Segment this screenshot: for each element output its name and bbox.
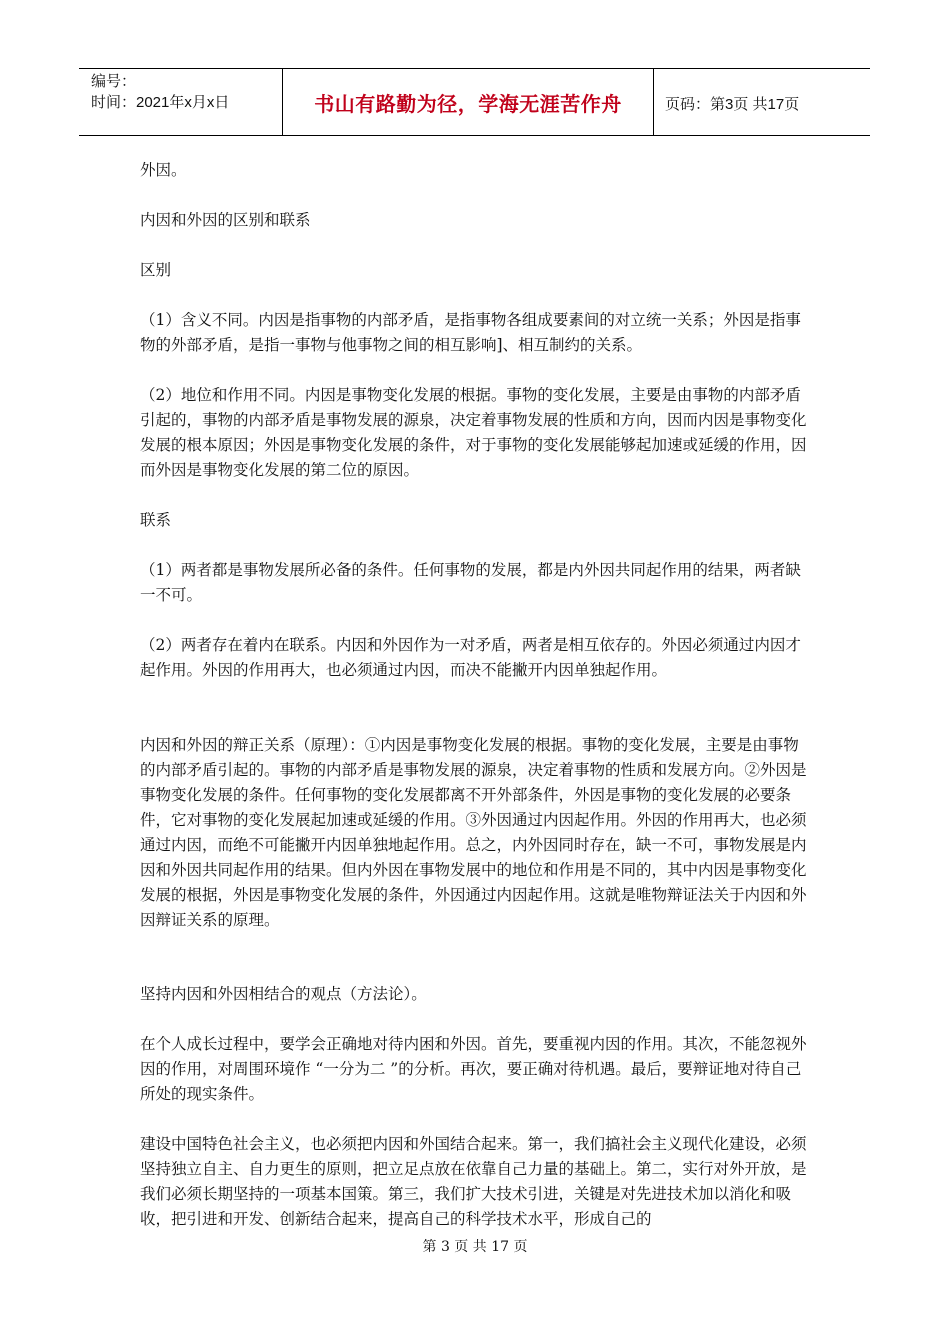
document-number-label: 编号：: [91, 73, 137, 90]
paragraph: （2）两者存在着内在联系。内因和外因作为一对矛盾，两者是相互依存的。外因必须通过内因才起作用。外因的作用再大，也必须通过内因，而决不能撇开内因单独起作用。: [140, 636, 801, 679]
paragraph: （2）地位和作用不同。内因是事物变化发展的根据。事物的变化发展，主要是由事物的内部矛盾引起的，事物的内部矛盾是事物发展的源泉，决定着事物发展的性质和方向，因而内因是事物变化发展的根本原因；外因是事物变化发展的条件，对于事物的变化发展能够起加速或延缓的作用，因而外因是事物变化发展的第二位的原因。: [140, 386, 807, 479]
page-header: [79, 68, 870, 136]
header-page-info: 页码：第3页 共17页: [665, 95, 800, 113]
header-meta: [91, 71, 291, 113]
section-heading: 坚持内因和外因相结合的观点（方法论）。: [140, 985, 427, 1003]
header-motto-cell: [282, 68, 654, 136]
paragraph: 在个人成长过程中，要学会正确地对待内困和外因。首先，要重视内因的作用。其次，不能忽视外因的作用，对周围环境作 “一分为二 ”的分析。再次，要正确对待机遇。最后，要辩证地对待自己所处的现实条件。: [140, 1035, 807, 1103]
section-heading: 联系: [140, 511, 172, 529]
paragraph: （1）两者都是事物发展所必备的条件。任何事物的发展，都是内外因共同起作用的结果，两者缺一不可。: [140, 561, 801, 604]
section-heading: 内因和外因的区别和联系: [140, 211, 311, 229]
paragraph: （1）含义不同。内因是指事物的内部矛盾，是指事物各组成要素间的对立统一关系；外因是指事物的外部矛盾，是指一事物与他事物之间的相互影响]、相互制约的关系。: [140, 311, 801, 354]
paragraph: 内因和外因的辩正关系（原理）：①内因是事物变化发展的根据。事物的变化发展，主要是由事物的内部矛盾引起的。事物的内部矛盾是事物发展的源泉，决定着事物的性质和发展方向。②外因是事物变化发展的条件。任何事物的变化发展都离不开外部条件，外因是事物的变化发展的必要条件，它对事物的变化发展起加速或延缓的作用。③外因通过内因起作用。外因的作用再大，也必须通过内因，而绝不可能撇开内因单独地起作用。总之，内外因同时存在，缺一不可，事物发展是内因和外因共同起作用的结果。但内外因在事物发展中的地位和作用是不同的，其中内因是事物变化发展的根据，外因是事物变化发展的条件，外因通过内因起作用。这就是唯物辩证法关于内因和外因辩证关系的原理。: [140, 736, 807, 929]
section-heading: 区别: [140, 261, 172, 279]
paragraph: 外因。: [140, 161, 187, 179]
page-footer: 第 3 页 共 17 页: [422, 1239, 528, 1255]
document-date-label: 时间：2021年x月x日: [91, 94, 230, 111]
header-motto: 书山有路勤为径，学海无涯苦作舟: [314, 91, 622, 116]
paragraph: 建设中国特色社会主义，也必须把内因和外国结合起来。第一，我们搞社会主义现代化建设，必须坚持独立自主、自力更生的原则，把立足点放在依靠自己力量的基础上。第二，实行对外开放，是我们必须长期坚持的一项基本国策。第三，我们扩大技术引进，关键是对先进技术加以消化和吸收，把引进和开发、创新结合起来，提高自己的科学技术水平，形成自己的: [140, 1135, 807, 1228]
